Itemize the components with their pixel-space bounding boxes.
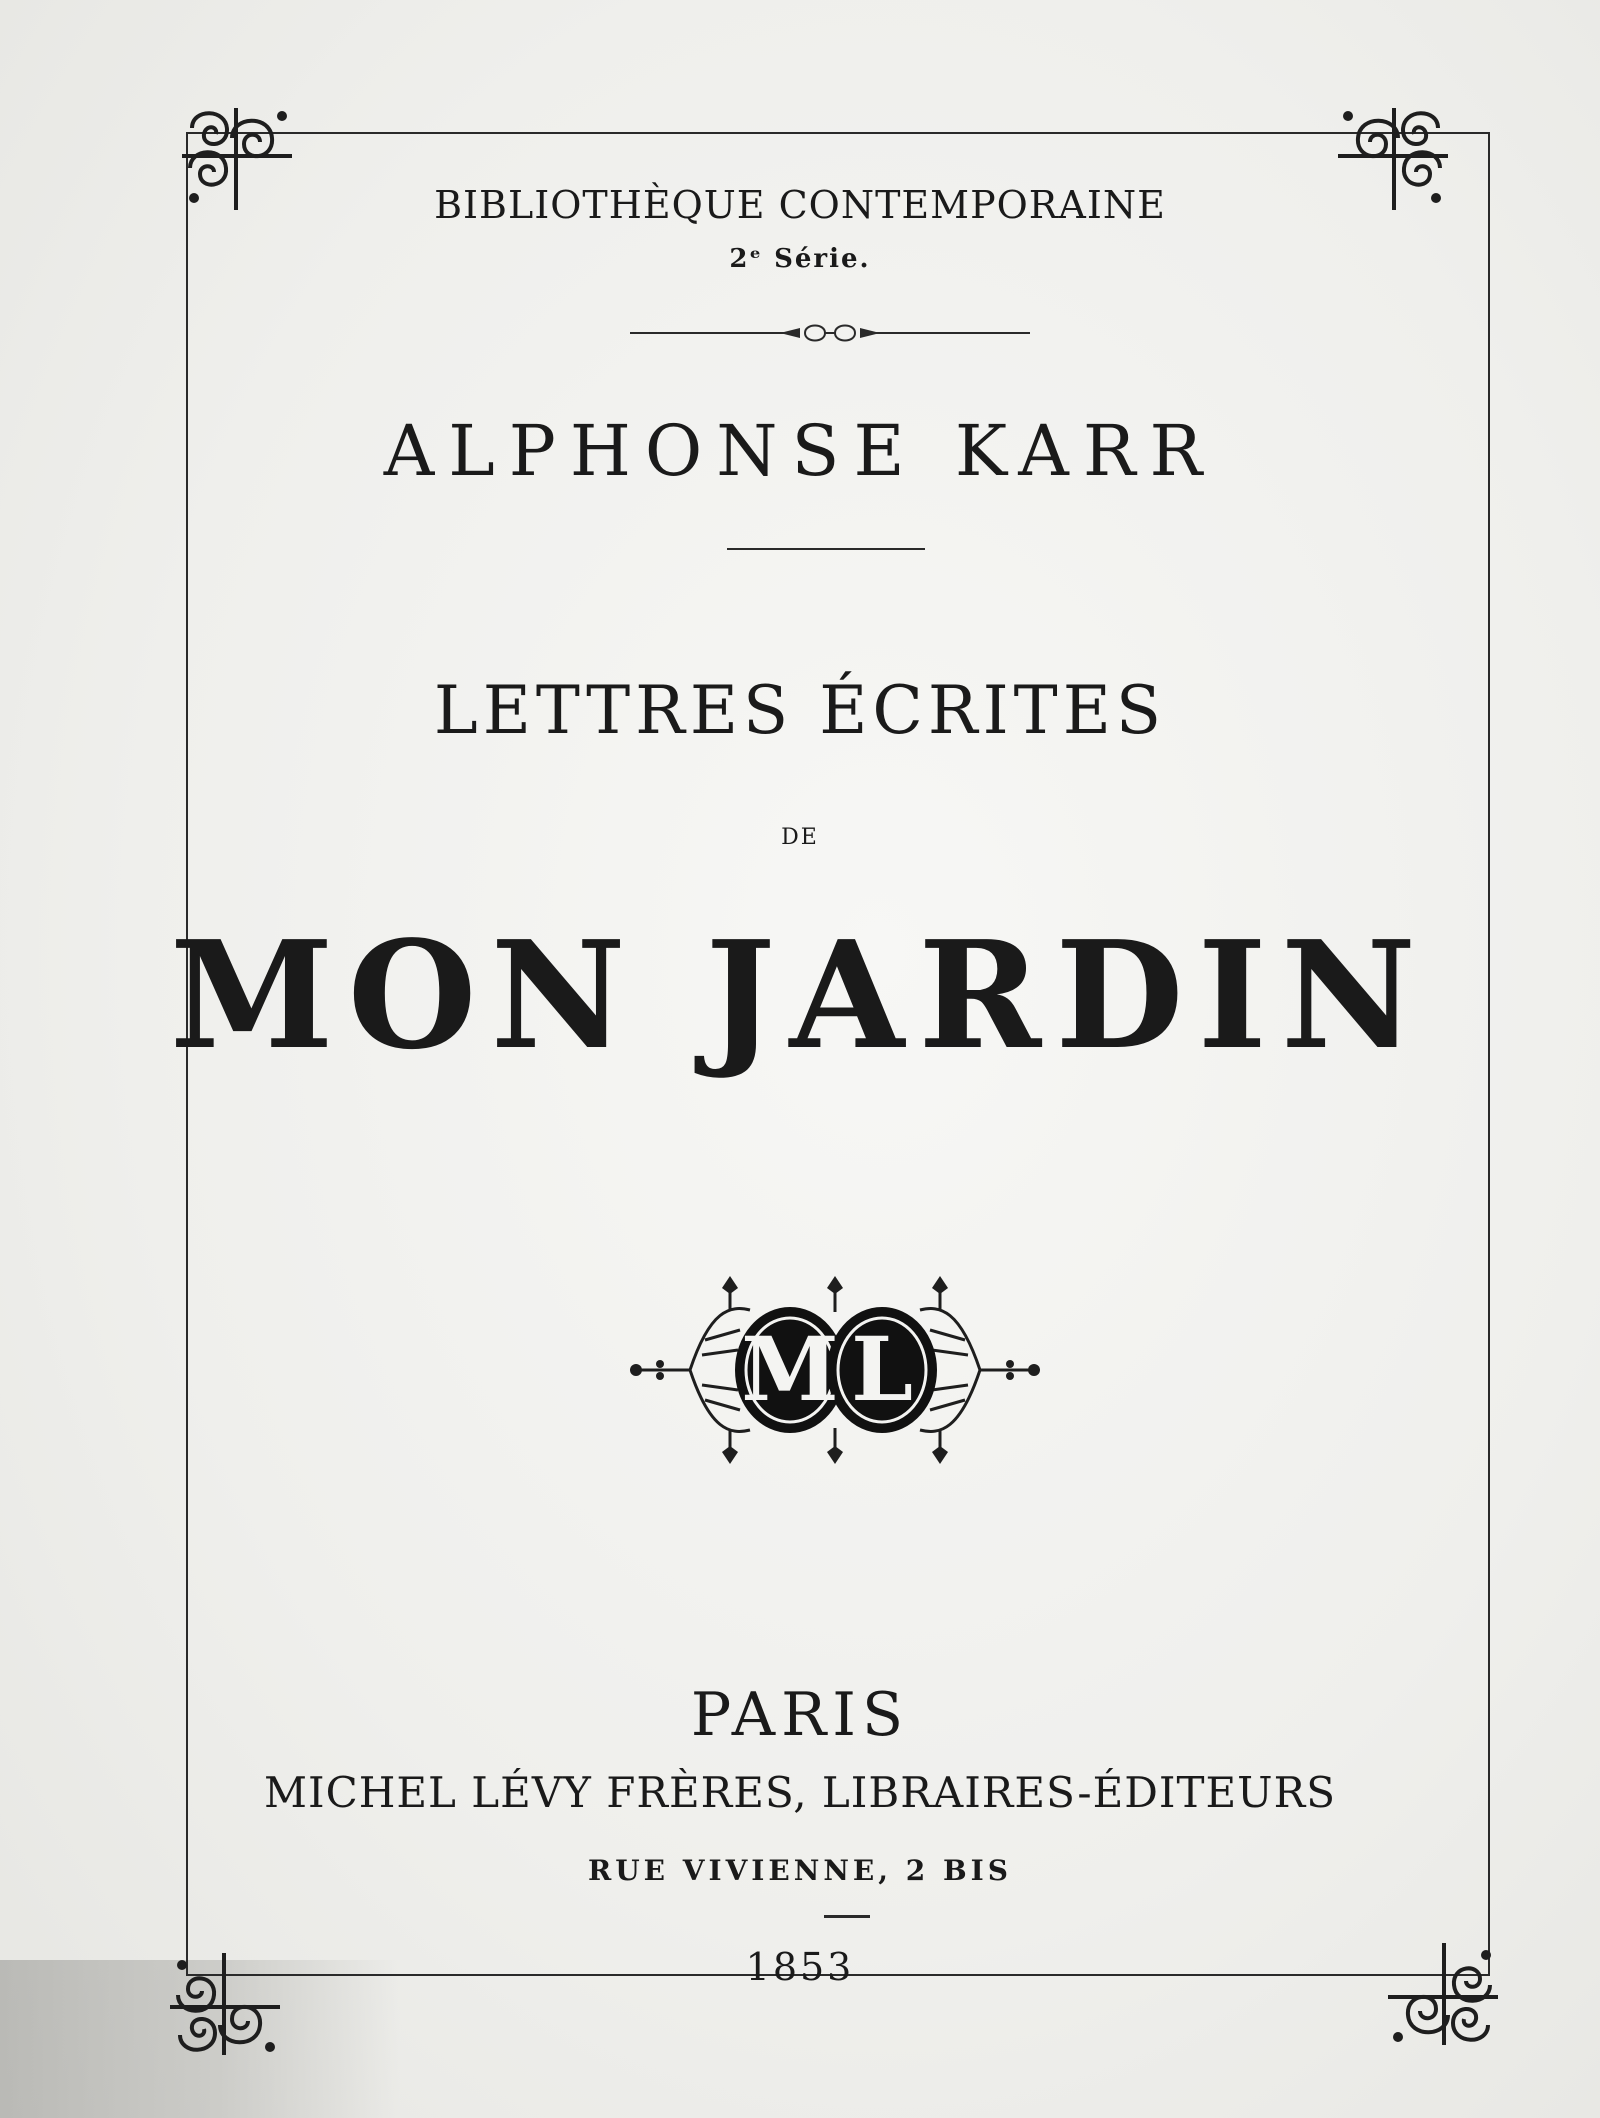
publication-place: PARIS: [690, 1680, 910, 1750]
emblem-letter-left: M: [741, 1317, 839, 1421]
emblem-letter-right: L: [851, 1317, 913, 1421]
title-connector: DE: [781, 825, 819, 850]
author-name: ALPHONSE KARR: [383, 410, 1217, 492]
title-line-1: LETTRES ÉCRITES: [433, 672, 1167, 749]
publication-year: 1853: [745, 1945, 855, 1989]
short-rule: [727, 548, 925, 550]
publisher-name: MICHEL LÉVY FRÈRES, LIBRAIRES-ÉDITEURS: [264, 1768, 1336, 1817]
publisher-emblem-icon: [630, 1270, 1040, 1470]
series-title: BIBLIOTHÈQUE CONTEMPORAINE: [434, 183, 1166, 227]
series-number: 2ᵉ Série.: [729, 244, 871, 274]
main-title: MON JARDIN: [169, 908, 1431, 1082]
short-dash-rule: [824, 1915, 870, 1918]
ornamental-divider-icon: [630, 318, 1030, 348]
publisher-address: RUE VIVIENNE, 2 BIS: [587, 1854, 1012, 1887]
